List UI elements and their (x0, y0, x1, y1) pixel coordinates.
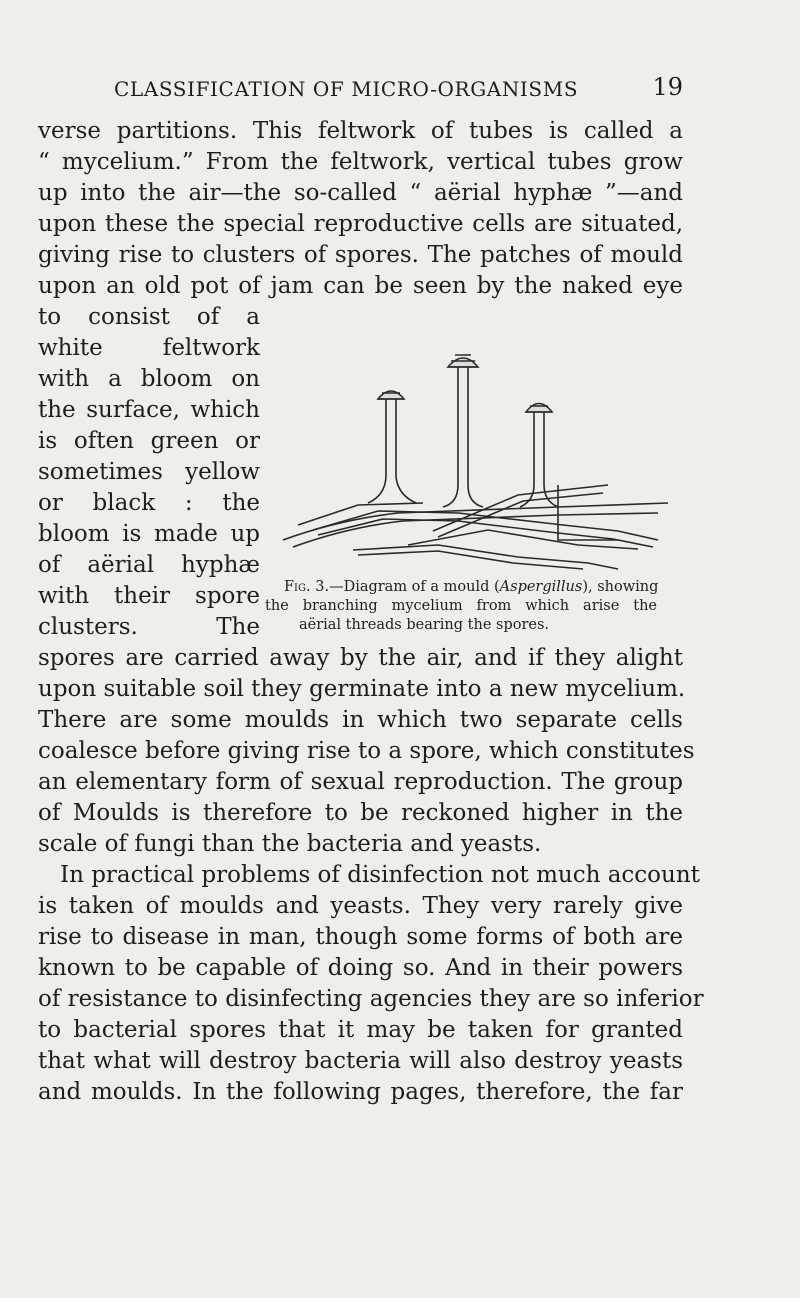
text-line: spores are carried away by the air, and if they alight (38, 645, 683, 671)
text-line: rise to disease in man, though some forms of both are (38, 924, 683, 950)
page-number: 19 (652, 73, 683, 101)
text-line: bloom is made up (38, 521, 260, 547)
text-line: verse partitions. This feltwork of tubes is called a (38, 118, 683, 144)
text-line: In practical problems of disinfection not much account (60, 862, 700, 888)
text-line: with their spore (38, 583, 260, 609)
caption-line: the branching mycelium from which arise the (265, 598, 657, 614)
text-line: is taken of moulds and yeasts. They very rarely give (38, 893, 683, 919)
text-line: to consist of a (38, 304, 260, 330)
text-line: known to be capable of doing so. And in their powers (38, 955, 683, 981)
mycelium (283, 485, 668, 569)
spore-head (448, 355, 478, 367)
aerial-hypha (468, 367, 483, 507)
running-title: CLASSIFICATION OF MICRO-ORGANISMS (114, 77, 579, 101)
text-line: or black : the (38, 490, 260, 516)
caption-label: Fig. 3. (284, 579, 330, 595)
text-line: the surface, which (38, 397, 260, 423)
caption-line: aërial threads bearing the spores. (299, 617, 550, 633)
spore-head (526, 404, 552, 413)
figure-caption (265, 578, 657, 635)
aerial-hypha (368, 399, 386, 503)
text-line: is often green or (38, 428, 260, 454)
text-line: giving rise to clusters of spores. The patches of mould (38, 242, 683, 268)
page-header (38, 73, 683, 109)
text-line: white feltwork (38, 335, 260, 361)
caption-genus: Aspergillus (499, 579, 583, 595)
aspergillus-diagram (258, 335, 683, 575)
text-line: sometimes yellow (38, 459, 260, 485)
text-line: of aërial hyphæ (38, 552, 260, 578)
text-line: upon these the special reproductive cells are situated, (38, 211, 683, 237)
text-line: and moulds. In the following pages, therefore, the far (38, 1079, 683, 1105)
spore-head (378, 391, 404, 399)
aerial-hypha (544, 412, 558, 507)
text-line: coalesce before giving rise to a spore, which constitutes (38, 738, 695, 764)
text-line: to bacterial spores that it may be taken for granted (38, 1017, 683, 1043)
text-line: upon suitable soil they germinate into a new mycelium. (38, 676, 686, 702)
text-line: “ mycelium.” From the feltwork, vertical tubes grow (38, 149, 683, 175)
aerial-hypha (396, 399, 416, 503)
text-line: with a bloom on (38, 366, 260, 392)
caption-line: Fig. 3.—Diagram of a mould (Aspergillus), showing (284, 579, 659, 595)
text-line: of Moulds is therefore to be reckoned higher in the (38, 800, 683, 826)
aerial-hypha (443, 367, 458, 507)
text-line: an elementary form of sexual reproduction. The group (38, 769, 683, 795)
text-line: up into the air—the so-called “ aërial hyphæ ”—and (38, 180, 683, 206)
text-line: of resistance to disinfecting agencies they are so inferior (38, 986, 704, 1012)
text-line: clusters. The (38, 614, 260, 640)
text-line: upon an old pot of jam can be seen by the naked eye (38, 273, 683, 299)
text-line: that what will destroy bacteria will also destroy yeasts (38, 1048, 683, 1074)
text-line: scale of fungi than the bacteria and yeasts. (38, 831, 542, 857)
text-line: There are some moulds in which two separate cells (38, 707, 683, 733)
